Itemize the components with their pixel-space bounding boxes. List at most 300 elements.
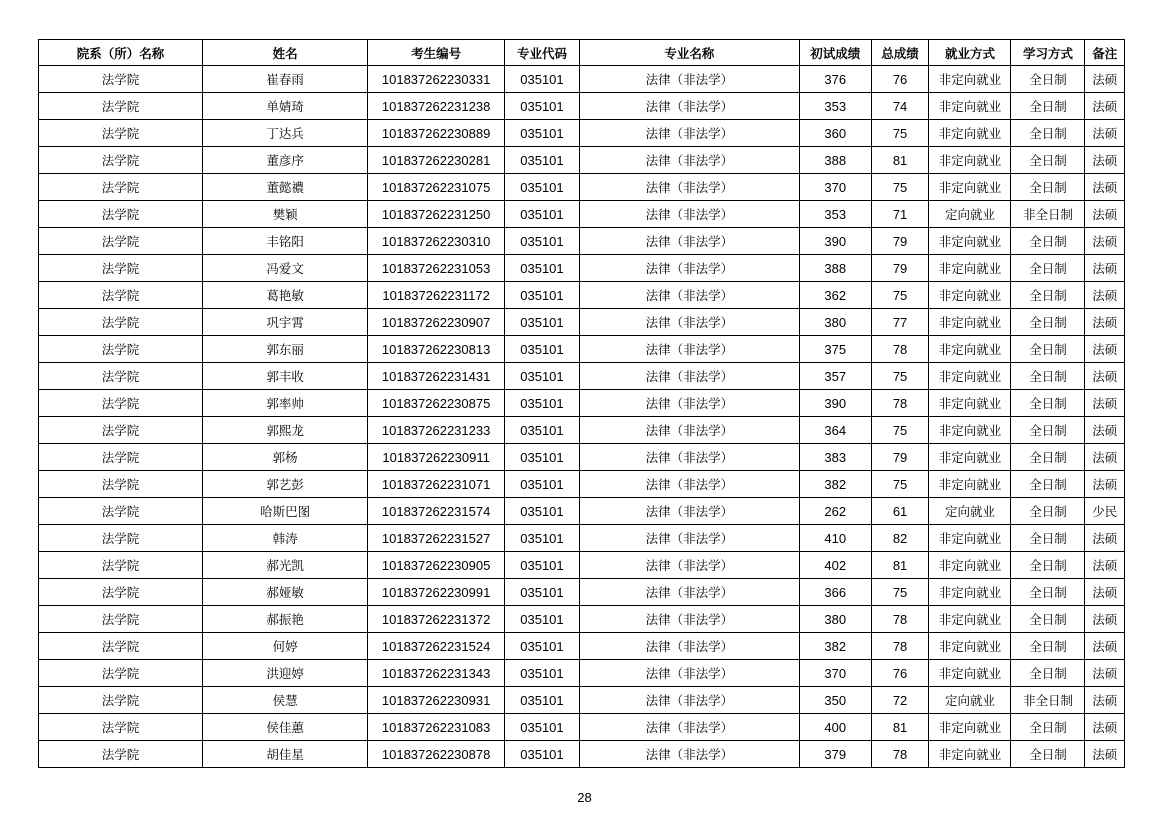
major-name-cell: 法律（非法学） — [579, 579, 799, 606]
department-cell: 法学院 — [39, 201, 203, 228]
exam-id-cell: 101837262230281 — [368, 147, 505, 174]
department-cell: 法学院 — [39, 687, 203, 714]
name-cell: 冯爱文 — [203, 255, 368, 282]
major-name-cell: 法律（非法学） — [579, 66, 799, 93]
table-row — [39, 741, 1125, 768]
name-cell: 董懿禯 — [203, 174, 368, 201]
table-row — [39, 390, 1125, 417]
remark-cell: 法硕 — [1085, 714, 1125, 741]
total-score-cell: 74 — [871, 93, 929, 120]
major-code-cell: 035101 — [504, 120, 579, 147]
major-code-cell: 035101 — [504, 417, 579, 444]
prelim-score-cell: 262 — [799, 498, 871, 525]
major-name-cell: 法律（非法学） — [579, 525, 799, 552]
name-cell: 郭艺彭 — [203, 471, 368, 498]
total-score-cell: 78 — [871, 606, 929, 633]
exam-id-cell: 101837262231527 — [368, 525, 505, 552]
major-code-cell: 035101 — [504, 525, 579, 552]
major-name-cell: 法律（非法学） — [579, 741, 799, 768]
department-cell: 法学院 — [39, 606, 203, 633]
table-row — [39, 93, 1125, 120]
prelim-score-cell: 380 — [799, 606, 871, 633]
name-cell: 葛艳敏 — [203, 282, 368, 309]
remark-cell: 法硕 — [1085, 228, 1125, 255]
prelim-score-cell: 379 — [799, 741, 871, 768]
exam-id-cell: 101837262231372 — [368, 606, 505, 633]
remark-cell: 法硕 — [1085, 633, 1125, 660]
department-cell: 法学院 — [39, 282, 203, 309]
employment-cell: 非定向就业 — [929, 66, 1011, 93]
employment-cell: 定向就业 — [929, 498, 1011, 525]
remark-cell: 法硕 — [1085, 93, 1125, 120]
exam-id-cell: 101837262231238 — [368, 93, 505, 120]
exam-id-cell: 101837262231343 — [368, 660, 505, 687]
col-header-remark: 备注 — [1085, 40, 1125, 66]
study-mode-cell: 全日制 — [1011, 525, 1085, 552]
name-cell: 郭东丽 — [203, 336, 368, 363]
study-mode-cell: 全日制 — [1011, 228, 1085, 255]
prelim-score-cell: 388 — [799, 255, 871, 282]
employment-cell: 非定向就业 — [929, 228, 1011, 255]
prelim-score-cell: 402 — [799, 552, 871, 579]
exam-id-cell: 101837262231075 — [368, 174, 505, 201]
table-row — [39, 498, 1125, 525]
total-score-cell: 71 — [871, 201, 929, 228]
admission-table — [38, 39, 1125, 768]
study-mode-cell: 全日制 — [1011, 471, 1085, 498]
prelim-score-cell: 400 — [799, 714, 871, 741]
study-mode-cell: 全日制 — [1011, 363, 1085, 390]
department-cell: 法学院 — [39, 417, 203, 444]
remark-cell: 少民 — [1085, 498, 1125, 525]
employment-cell: 非定向就业 — [929, 147, 1011, 174]
employment-cell: 非定向就业 — [929, 120, 1011, 147]
prelim-score-cell: 357 — [799, 363, 871, 390]
department-cell: 法学院 — [39, 660, 203, 687]
table-row — [39, 579, 1125, 606]
major-code-cell: 035101 — [504, 444, 579, 471]
total-score-cell: 75 — [871, 471, 929, 498]
department-cell: 法学院 — [39, 228, 203, 255]
employment-cell: 非定向就业 — [929, 417, 1011, 444]
table-row — [39, 336, 1125, 363]
major-code-cell: 035101 — [504, 228, 579, 255]
major-code-cell: 035101 — [504, 660, 579, 687]
major-code-cell: 035101 — [504, 498, 579, 525]
name-cell: 郭丰收 — [203, 363, 368, 390]
remark-cell: 法硕 — [1085, 660, 1125, 687]
remark-cell: 法硕 — [1085, 147, 1125, 174]
employment-cell: 非定向就业 — [929, 579, 1011, 606]
table-row — [39, 309, 1125, 336]
employment-cell: 非定向就业 — [929, 282, 1011, 309]
employment-cell: 非定向就业 — [929, 606, 1011, 633]
remark-cell: 法硕 — [1085, 552, 1125, 579]
employment-cell: 非定向就业 — [929, 390, 1011, 417]
major-code-cell: 035101 — [504, 633, 579, 660]
study-mode-cell: 全日制 — [1011, 552, 1085, 579]
study-mode-cell: 全日制 — [1011, 282, 1085, 309]
major-code-cell: 035101 — [504, 687, 579, 714]
table-row — [39, 120, 1125, 147]
exam-id-cell: 101837262231574 — [368, 498, 505, 525]
name-cell: 侯佳蕙 — [203, 714, 368, 741]
department-cell: 法学院 — [39, 174, 203, 201]
name-cell: 胡佳星 — [203, 741, 368, 768]
name-cell: 韩涛 — [203, 525, 368, 552]
name-cell: 单婧琦 — [203, 93, 368, 120]
major-name-cell: 法律（非法学） — [579, 390, 799, 417]
exam-id-cell: 101837262230907 — [368, 309, 505, 336]
major-code-cell: 035101 — [504, 390, 579, 417]
remark-cell: 法硕 — [1085, 390, 1125, 417]
department-cell: 法学院 — [39, 363, 203, 390]
exam-id-cell: 101837262230878 — [368, 741, 505, 768]
table-row — [39, 552, 1125, 579]
exam-id-cell: 101837262230911 — [368, 444, 505, 471]
prelim-score-cell: 382 — [799, 633, 871, 660]
name-cell: 何婷 — [203, 633, 368, 660]
table-row — [39, 714, 1125, 741]
department-cell: 法学院 — [39, 66, 203, 93]
remark-cell: 法硕 — [1085, 66, 1125, 93]
total-score-cell: 82 — [871, 525, 929, 552]
total-score-cell: 78 — [871, 633, 929, 660]
department-cell: 法学院 — [39, 147, 203, 174]
name-cell: 郭率帅 — [203, 390, 368, 417]
prelim-score-cell: 382 — [799, 471, 871, 498]
name-cell: 哈斯巴图 — [203, 498, 368, 525]
employment-cell: 非定向就业 — [929, 336, 1011, 363]
department-cell: 法学院 — [39, 471, 203, 498]
study-mode-cell: 全日制 — [1011, 390, 1085, 417]
prelim-score-cell: 350 — [799, 687, 871, 714]
total-score-cell: 79 — [871, 444, 929, 471]
employment-cell: 非定向就业 — [929, 741, 1011, 768]
col-header-total-score: 总成绩 — [871, 40, 929, 66]
employment-cell: 非定向就业 — [929, 309, 1011, 336]
page-number: 28 — [577, 790, 592, 805]
exam-id-cell: 101837262230875 — [368, 390, 505, 417]
employment-cell: 非定向就业 — [929, 255, 1011, 282]
remark-cell: 法硕 — [1085, 255, 1125, 282]
department-cell: 法学院 — [39, 579, 203, 606]
table-row — [39, 444, 1125, 471]
study-mode-cell: 非全日制 — [1011, 201, 1085, 228]
major-code-cell: 035101 — [504, 741, 579, 768]
employment-cell: 非定向就业 — [929, 471, 1011, 498]
exam-id-cell: 101837262230889 — [368, 120, 505, 147]
table-row — [39, 147, 1125, 174]
prelim-score-cell: 388 — [799, 147, 871, 174]
major-code-cell: 035101 — [504, 363, 579, 390]
table-row — [39, 201, 1125, 228]
name-cell: 樊颖 — [203, 201, 368, 228]
department-cell: 法学院 — [39, 498, 203, 525]
major-name-cell: 法律（非法学） — [579, 282, 799, 309]
department-cell: 法学院 — [39, 633, 203, 660]
prelim-score-cell: 380 — [799, 309, 871, 336]
col-header-prelim-score: 初试成绩 — [799, 40, 871, 66]
col-header-department: 院系（所）名称 — [39, 40, 203, 66]
major-code-cell: 035101 — [504, 552, 579, 579]
total-score-cell: 75 — [871, 120, 929, 147]
major-name-cell: 法律（非法学） — [579, 714, 799, 741]
remark-cell: 法硕 — [1085, 741, 1125, 768]
total-score-cell: 76 — [871, 66, 929, 93]
study-mode-cell: 全日制 — [1011, 120, 1085, 147]
exam-id-cell: 101837262230931 — [368, 687, 505, 714]
col-header-study-mode: 学习方式 — [1011, 40, 1085, 66]
study-mode-cell: 全日制 — [1011, 417, 1085, 444]
major-name-cell: 法律（非法学） — [579, 444, 799, 471]
prelim-score-cell: 360 — [799, 120, 871, 147]
study-mode-cell: 全日制 — [1011, 336, 1085, 363]
name-cell: 洪迎婷 — [203, 660, 368, 687]
name-cell: 丰铭阳 — [203, 228, 368, 255]
major-name-cell: 法律（非法学） — [579, 633, 799, 660]
remark-cell: 法硕 — [1085, 363, 1125, 390]
exam-id-cell: 101837262231053 — [368, 255, 505, 282]
major-name-cell: 法律（非法学） — [579, 417, 799, 444]
study-mode-cell: 全日制 — [1011, 660, 1085, 687]
name-cell: 郝光凯 — [203, 552, 368, 579]
major-name-cell: 法律（非法学） — [579, 336, 799, 363]
exam-id-cell: 101837262231172 — [368, 282, 505, 309]
employment-cell: 非定向就业 — [929, 552, 1011, 579]
name-cell: 侯慧 — [203, 687, 368, 714]
prelim-score-cell: 353 — [799, 93, 871, 120]
major-name-cell: 法律（非法学） — [579, 309, 799, 336]
prelim-score-cell: 390 — [799, 228, 871, 255]
total-score-cell: 81 — [871, 147, 929, 174]
prelim-score-cell: 353 — [799, 201, 871, 228]
department-cell: 法学院 — [39, 741, 203, 768]
prelim-score-cell: 410 — [799, 525, 871, 552]
study-mode-cell: 全日制 — [1011, 255, 1085, 282]
name-cell: 巩宇霄 — [203, 309, 368, 336]
major-name-cell: 法律（非法学） — [579, 687, 799, 714]
major-code-cell: 035101 — [504, 201, 579, 228]
prelim-score-cell: 383 — [799, 444, 871, 471]
table-row — [39, 525, 1125, 552]
table-row — [39, 687, 1125, 714]
remark-cell: 法硕 — [1085, 336, 1125, 363]
major-name-cell: 法律（非法学） — [579, 552, 799, 579]
remark-cell: 法硕 — [1085, 201, 1125, 228]
prelim-score-cell: 364 — [799, 417, 871, 444]
remark-cell: 法硕 — [1085, 444, 1125, 471]
major-name-cell: 法律（非法学） — [579, 228, 799, 255]
exam-id-cell: 101837262230331 — [368, 66, 505, 93]
major-code-cell: 035101 — [504, 255, 579, 282]
exam-id-cell: 101837262230813 — [368, 336, 505, 363]
remark-cell: 法硕 — [1085, 687, 1125, 714]
name-cell: 郭杨 — [203, 444, 368, 471]
total-score-cell: 75 — [871, 174, 929, 201]
prelim-score-cell: 375 — [799, 336, 871, 363]
study-mode-cell: 非全日制 — [1011, 687, 1085, 714]
study-mode-cell: 全日制 — [1011, 606, 1085, 633]
header-row — [39, 40, 1125, 66]
department-cell: 法学院 — [39, 255, 203, 282]
major-code-cell: 035101 — [504, 174, 579, 201]
exam-id-cell: 101837262231083 — [368, 714, 505, 741]
name-cell: 崔春雨 — [203, 66, 368, 93]
name-cell: 董彦序 — [203, 147, 368, 174]
total-score-cell: 75 — [871, 282, 929, 309]
major-name-cell: 法律（非法学） — [579, 93, 799, 120]
table-row — [39, 255, 1125, 282]
exam-id-cell: 101837262231431 — [368, 363, 505, 390]
study-mode-cell: 全日制 — [1011, 147, 1085, 174]
remark-cell: 法硕 — [1085, 525, 1125, 552]
table-body — [39, 66, 1125, 768]
remark-cell: 法硕 — [1085, 471, 1125, 498]
major-name-cell: 法律（非法学） — [579, 471, 799, 498]
major-name-cell: 法律（非法学） — [579, 147, 799, 174]
name-cell: 丁达兵 — [203, 120, 368, 147]
table-row — [39, 660, 1125, 687]
col-header-major-code: 专业代码 — [504, 40, 579, 66]
prelim-score-cell: 362 — [799, 282, 871, 309]
prelim-score-cell: 370 — [799, 660, 871, 687]
prelim-score-cell: 390 — [799, 390, 871, 417]
table-row — [39, 471, 1125, 498]
department-cell: 法学院 — [39, 444, 203, 471]
name-cell: 郝娅敏 — [203, 579, 368, 606]
table-row — [39, 174, 1125, 201]
major-name-cell: 法律（非法学） — [579, 255, 799, 282]
exam-id-cell: 101837262231071 — [368, 471, 505, 498]
department-cell: 法学院 — [39, 552, 203, 579]
study-mode-cell: 全日制 — [1011, 66, 1085, 93]
major-name-cell: 法律（非法学） — [579, 120, 799, 147]
remark-cell: 法硕 — [1085, 282, 1125, 309]
major-name-cell: 法律（非法学） — [579, 498, 799, 525]
department-cell: 法学院 — [39, 336, 203, 363]
major-name-cell: 法律（非法学） — [579, 606, 799, 633]
col-header-employment: 就业方式 — [929, 40, 1011, 66]
major-name-cell: 法律（非法学） — [579, 363, 799, 390]
table-row — [39, 363, 1125, 390]
total-score-cell: 79 — [871, 228, 929, 255]
major-name-cell: 法律（非法学） — [579, 201, 799, 228]
total-score-cell: 78 — [871, 741, 929, 768]
remark-cell: 法硕 — [1085, 174, 1125, 201]
department-cell: 法学院 — [39, 525, 203, 552]
major-code-cell: 035101 — [504, 714, 579, 741]
major-name-cell: 法律（非法学） — [579, 660, 799, 687]
employment-cell: 定向就业 — [929, 687, 1011, 714]
major-code-cell: 035101 — [504, 147, 579, 174]
table-row — [39, 417, 1125, 444]
exam-id-cell: 101837262230310 — [368, 228, 505, 255]
exam-id-cell: 101837262230991 — [368, 579, 505, 606]
remark-cell: 法硕 — [1085, 579, 1125, 606]
major-code-cell: 035101 — [504, 309, 579, 336]
total-score-cell: 79 — [871, 255, 929, 282]
study-mode-cell: 全日制 — [1011, 714, 1085, 741]
study-mode-cell: 全日制 — [1011, 633, 1085, 660]
employment-cell: 非定向就业 — [929, 93, 1011, 120]
department-cell: 法学院 — [39, 309, 203, 336]
department-cell: 法学院 — [39, 390, 203, 417]
total-score-cell: 72 — [871, 687, 929, 714]
major-code-cell: 035101 — [504, 471, 579, 498]
employment-cell: 非定向就业 — [929, 363, 1011, 390]
col-header-major-name: 专业名称 — [579, 40, 799, 66]
prelim-score-cell: 376 — [799, 66, 871, 93]
table-row — [39, 282, 1125, 309]
study-mode-cell: 全日制 — [1011, 579, 1085, 606]
prelim-score-cell: 370 — [799, 174, 871, 201]
department-cell: 法学院 — [39, 120, 203, 147]
name-cell: 郝振艳 — [203, 606, 368, 633]
total-score-cell: 78 — [871, 336, 929, 363]
table-row — [39, 228, 1125, 255]
employment-cell: 非定向就业 — [929, 714, 1011, 741]
employment-cell: 定向就业 — [929, 201, 1011, 228]
remark-cell: 法硕 — [1085, 606, 1125, 633]
exam-id-cell: 101837262230905 — [368, 552, 505, 579]
total-score-cell: 75 — [871, 579, 929, 606]
major-name-cell: 法律（非法学） — [579, 174, 799, 201]
study-mode-cell: 全日制 — [1011, 93, 1085, 120]
study-mode-cell: 全日制 — [1011, 741, 1085, 768]
remark-cell: 法硕 — [1085, 417, 1125, 444]
study-mode-cell: 全日制 — [1011, 498, 1085, 525]
total-score-cell: 78 — [871, 390, 929, 417]
total-score-cell: 81 — [871, 714, 929, 741]
total-score-cell: 76 — [871, 660, 929, 687]
study-mode-cell: 全日制 — [1011, 174, 1085, 201]
exam-id-cell: 101837262231250 — [368, 201, 505, 228]
col-header-name: 姓名 — [203, 40, 368, 66]
employment-cell: 非定向就业 — [929, 444, 1011, 471]
major-code-cell: 035101 — [504, 93, 579, 120]
col-header-exam-id: 考生编号 — [368, 40, 505, 66]
major-code-cell: 035101 — [504, 66, 579, 93]
department-cell: 法学院 — [39, 714, 203, 741]
name-cell: 郭熙龙 — [203, 417, 368, 444]
table-row — [39, 66, 1125, 93]
table-row — [39, 606, 1125, 633]
exam-id-cell: 101837262231233 — [368, 417, 505, 444]
prelim-score-cell: 366 — [799, 579, 871, 606]
total-score-cell: 77 — [871, 309, 929, 336]
total-score-cell: 61 — [871, 498, 929, 525]
study-mode-cell: 全日制 — [1011, 444, 1085, 471]
remark-cell: 法硕 — [1085, 309, 1125, 336]
employment-cell: 非定向就业 — [929, 633, 1011, 660]
total-score-cell: 81 — [871, 552, 929, 579]
total-score-cell: 75 — [871, 363, 929, 390]
major-code-cell: 035101 — [504, 336, 579, 363]
total-score-cell: 75 — [871, 417, 929, 444]
exam-id-cell: 101837262231524 — [368, 633, 505, 660]
major-code-cell: 035101 — [504, 282, 579, 309]
table-row — [39, 633, 1125, 660]
employment-cell: 非定向就业 — [929, 174, 1011, 201]
study-mode-cell: 全日制 — [1011, 309, 1085, 336]
major-code-cell: 035101 — [504, 579, 579, 606]
employment-cell: 非定向就业 — [929, 660, 1011, 687]
remark-cell: 法硕 — [1085, 120, 1125, 147]
major-code-cell: 035101 — [504, 606, 579, 633]
department-cell: 法学院 — [39, 93, 203, 120]
employment-cell: 非定向就业 — [929, 525, 1011, 552]
